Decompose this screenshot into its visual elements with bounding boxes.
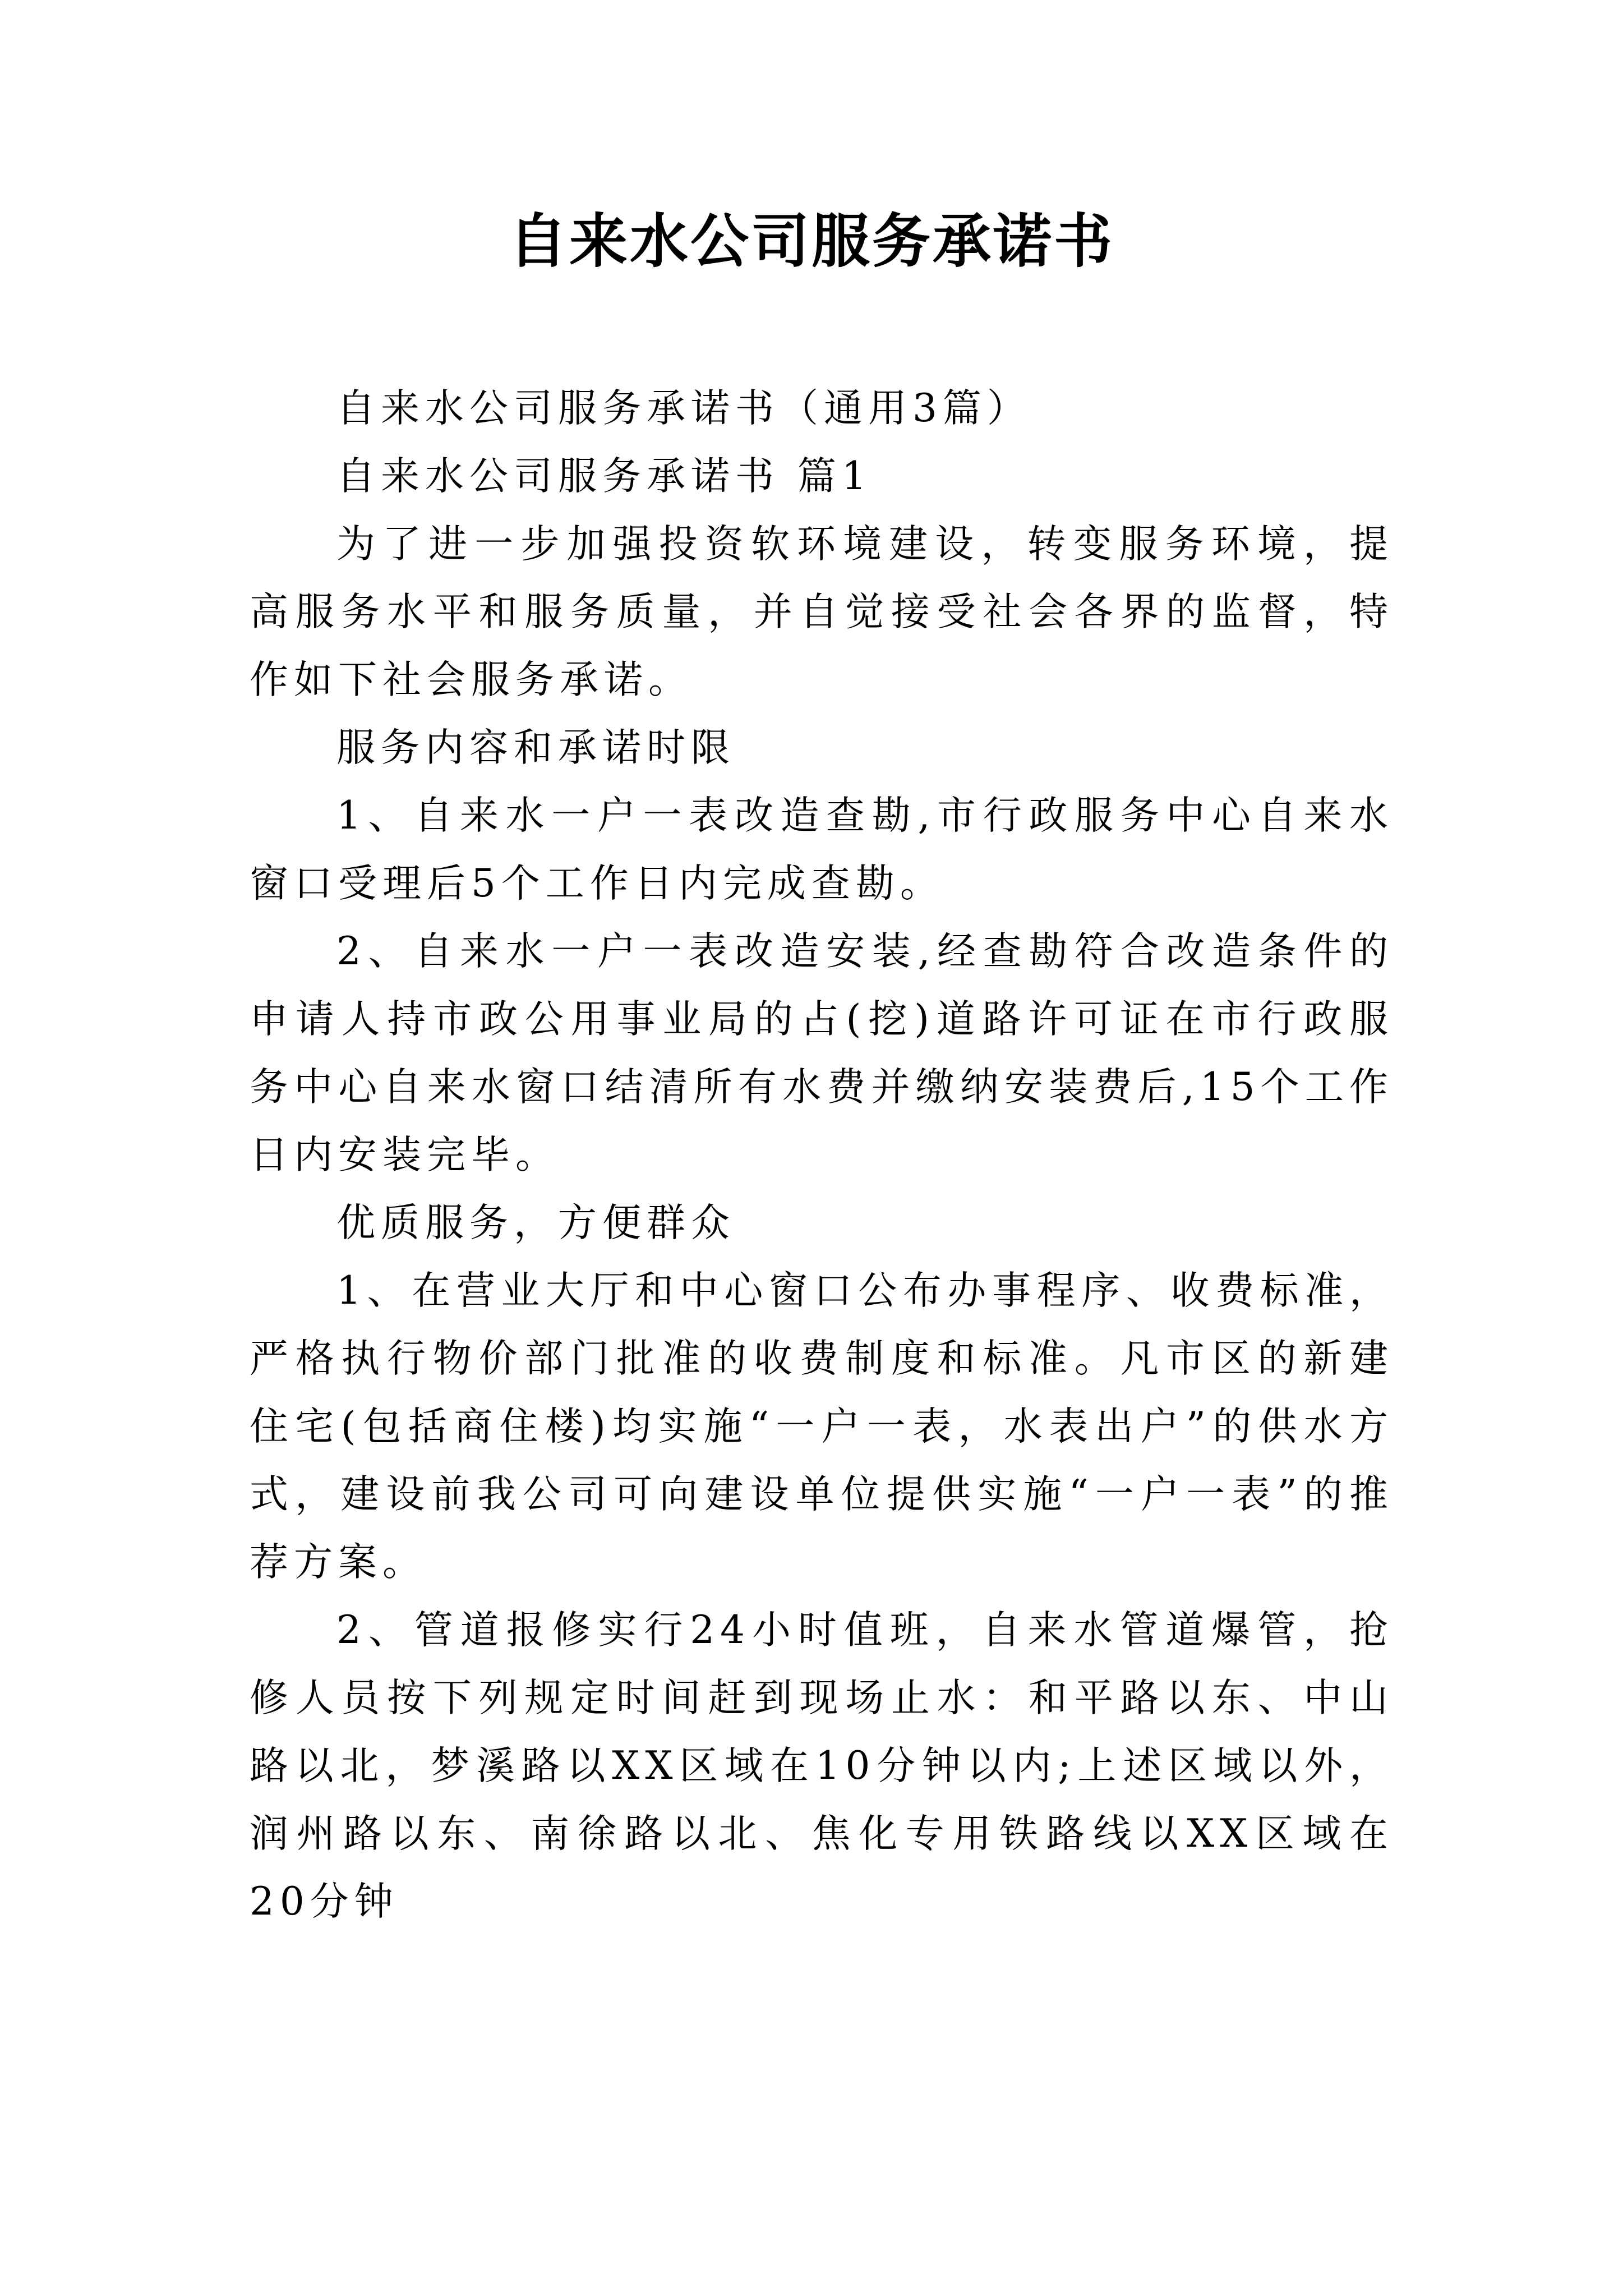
- section-heading-quality-service: 优质服务，方便群众: [336, 1200, 735, 1245]
- document-body: [250, 375, 1394, 1936]
- article-heading: 自来水公司服务承诺书 篇1: [336, 454, 872, 499]
- intro-paragraph: 为了进一步加强投资软环境建设，转变服务环境，提高服务水平和服务质量，并自觉接受社会各界的监督，特作如下社会服务承诺。: [250, 522, 1394, 702]
- quality-item-2: 2、管道报修实行24小时值班，自来水管道爆管，抢修人员按下列规定时间赶到现场止水：和平路以东、中山路以北，梦溪路以XX区域在10分钟以内;上述区域以外，润州路以东、南徐路以北、焦化专用铁路线以XX区域在20分钟: [250, 1608, 1394, 1924]
- collection-heading: 自来水公司服务承诺书（通用3篇）: [336, 386, 1031, 431]
- section-heading-service-content: 服务内容和承诺时限: [336, 725, 735, 770]
- service-item-1: 1、自来水一户一表改造查勘,市行政服务中心自来水窗口受理后5个工作日内完成查勘。: [250, 793, 1394, 906]
- service-item-2: 2、自来水一户一表改造安装,经查勘符合改造条件的申请人持市政公用事业局的占(挖)道路许可证在市行政服务中心自来水窗口结清所有水费并缴纳安装费后,15个工作日内安装完毕。: [250, 929, 1394, 1177]
- quality-item-1: 1、在营业大厅和中心窗口公布办事程序、收费标准，严格执行物价部门批准的收费制度和标准。凡市区的新建住宅(包括商住楼)均实施“一户一表，水表出户”的供水方式，建设前我公司可向建设单位提供实施“一户一表”的推荐方案。: [250, 1268, 1394, 1585]
- document-title: 自来水公司服务承诺书: [508, 206, 1114, 275]
